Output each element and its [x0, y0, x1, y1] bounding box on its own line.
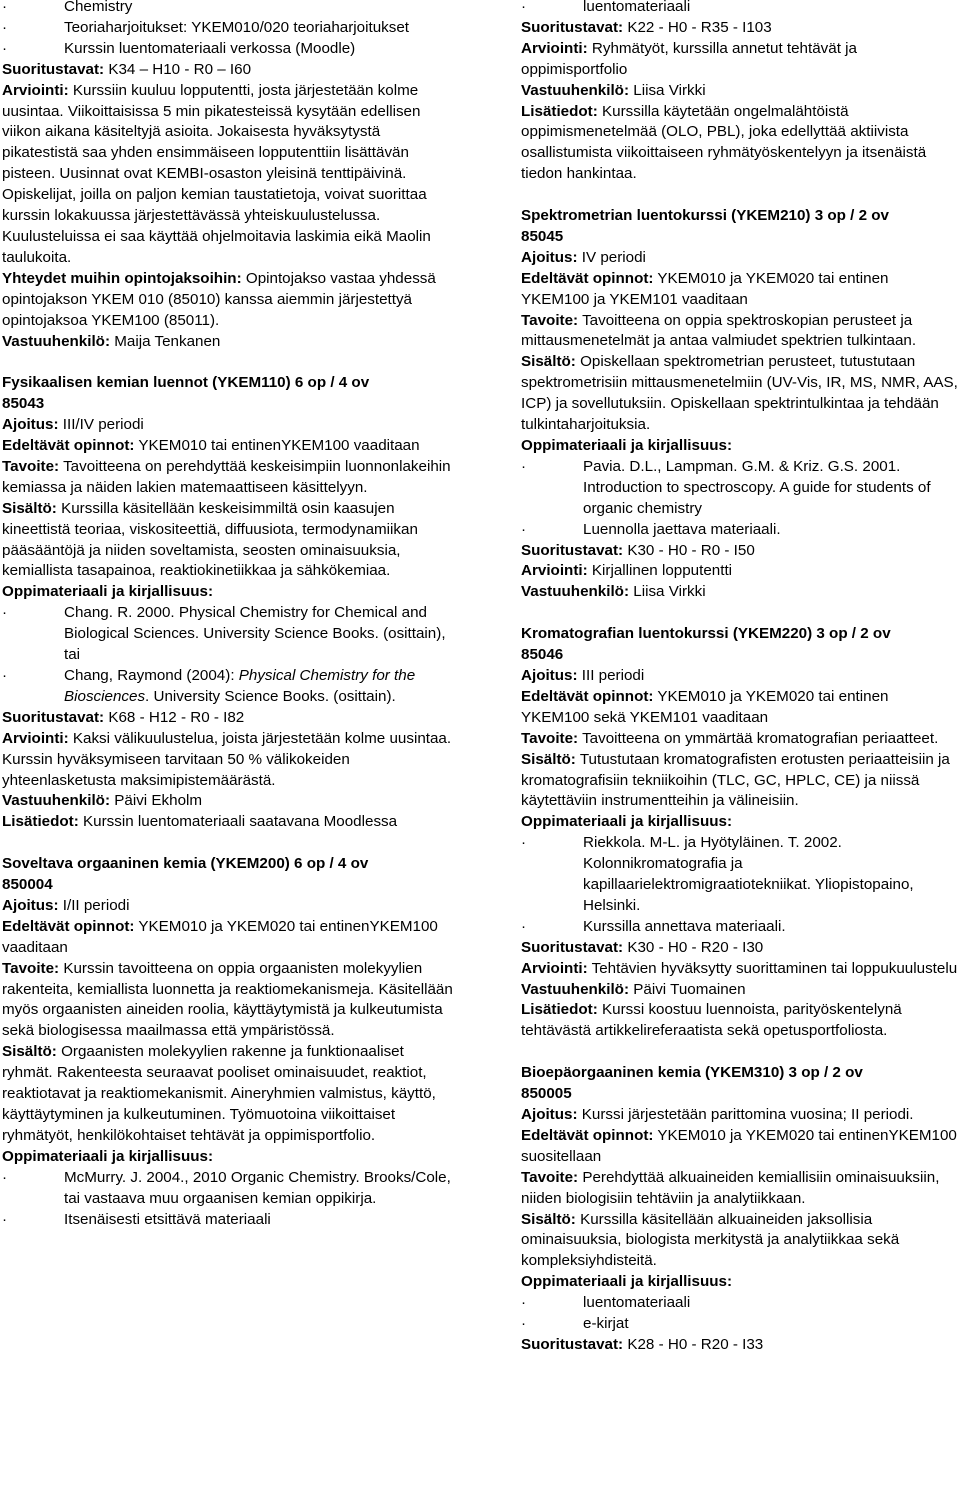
field-value: K28 - H0 - R20 - I33: [627, 1335, 764, 1353]
list-item: [2, 1210, 458, 1231]
field-line: [521, 248, 959, 269]
field-value: K30 - H0 - R20 - I30: [627, 938, 764, 956]
list-item-text: luentomateriaali: [583, 0, 691, 15]
right-column: [521, 0, 959, 1356]
list-item-text: Chemistry: [64, 0, 133, 15]
field-line: [521, 352, 959, 436]
course-title: Kromatografian luentokurssi (YKEM220) 3 op / 2 ov: [521, 625, 891, 643]
field-line: [521, 1272, 959, 1293]
field-label: Tavoite:: [521, 1168, 579, 1186]
field-value: Kirjallinen lopputentti: [591, 562, 733, 580]
field-line: [2, 896, 458, 917]
field-line: [2, 60, 458, 81]
spacer: [521, 603, 959, 624]
course-title: Fysikaalisen kemian luennot (YKEM110) 6 op / 4 ov: [2, 374, 370, 392]
list-item-text: Luennolla jaettava materiaali.: [583, 520, 781, 538]
list-item: [2, 39, 458, 60]
field-label: Ajoitus:: [2, 416, 59, 434]
field-label: Sisältö:: [521, 353, 576, 371]
left-column: [2, 0, 458, 1230]
field-label: Tavoite:: [521, 729, 579, 747]
spacer: [2, 352, 458, 373]
field-label: Vastuuhenkilö:: [2, 332, 111, 350]
list-item: [521, 1293, 959, 1314]
bullet-icon: ·: [2, 39, 8, 57]
list-item: [2, 1168, 458, 1210]
field-line: [521, 1105, 959, 1126]
course-title: Soveltava orgaaninen kemia (YKEM200) 6 op / 4 ov: [2, 855, 369, 873]
bullet-icon: ·: [2, 1168, 8, 1186]
field-value: Liisa Virkki: [633, 583, 706, 601]
list-item: [521, 520, 959, 541]
field-line: [2, 708, 458, 729]
field-label: Vastuuhenkilö:: [521, 81, 630, 99]
field-label: Tavoite:: [2, 959, 60, 977]
book-title: Physical Chemistry for the Biosciences: [64, 666, 416, 705]
field-value: Kurssi järjestetään parittomina vuosina; II periodi.: [581, 1105, 914, 1123]
list-item-text: Pavia. D.L., Lampman. G.M. & Kriz. G.S. 2001. Introduction to spectroscopy. A guide for students of organic chemistry: [583, 457, 931, 517]
field-label: Tavoite:: [521, 311, 579, 329]
field-line: [521, 666, 959, 687]
field-value: K22 - H0 - R35 - I103: [627, 18, 772, 36]
field-value: IV periodi: [581, 248, 646, 266]
field-value: Tavoitteena on perehdyttää keskeisimpiin luonnonlakeihin kemiassa ja näiden lakien matemaattiseen käsittelyyn.: [2, 457, 451, 496]
field-label: Ajoitus:: [521, 666, 578, 684]
field-line: [2, 269, 458, 332]
field-label: Arviointi:: [521, 959, 588, 977]
bullet-icon: ·: [521, 917, 527, 935]
field-value: K34 – H10 - R0 – I60: [108, 60, 252, 78]
list-item: [2, 666, 458, 708]
list-item-text: . University Science Books. (osittain).: [145, 687, 396, 705]
list-item: [521, 0, 959, 18]
field-value: Päivi Tuomainen: [633, 980, 746, 998]
field-label: Oppimateriaali ja kirjallisuus:: [2, 1147, 214, 1165]
field-line: [521, 102, 959, 186]
field-line: [521, 39, 959, 81]
field-value: YKEM010 tai entinenYKEM100 vaaditaan: [138, 437, 420, 455]
course-code: 85043: [2, 395, 45, 413]
course-heading: [521, 1063, 959, 1105]
field-value: Kurssilla käsitellään alkuaineiden jaksollisia ominaisuuksia, biologista merkitystä ja analytiikkaa sekä kompleksiyhdisteitä.: [521, 1210, 900, 1270]
field-label: Edeltävät opinnot:: [521, 687, 654, 705]
list-item: [521, 917, 959, 938]
field-value: YKEM010 ja YKEM020 tai entinenYKEM100 suositellaan: [521, 1126, 957, 1165]
field-line: [521, 959, 959, 980]
list-item-text: Chang, Raymond (2004):: [64, 666, 239, 684]
field-value: III periodi: [581, 666, 645, 684]
field-value: Opintojakso vastaa yhdessä opintojakson YKEM 010 (85010) kanssa aiemmin järjestettyä opintojaksoa YKEM100 (85011).: [2, 269, 436, 329]
field-label: Vastuuhenkilö:: [2, 792, 111, 810]
field-line: [2, 582, 458, 603]
field-value: III/IV periodi: [62, 416, 144, 434]
field-value: K68 - H12 - R0 - I82: [108, 708, 245, 726]
field-line: [2, 791, 458, 812]
field-label: Oppimateriaali ja kirjallisuus:: [521, 1273, 733, 1291]
field-line: [521, 938, 959, 959]
bullet-icon: ·: [521, 1315, 527, 1333]
field-label: Sisältö:: [521, 750, 576, 768]
list-item: [2, 603, 458, 666]
field-label: Edeltävät opinnot:: [521, 1126, 654, 1144]
field-label: Edeltävät opinnot:: [2, 917, 135, 935]
course-heading: [2, 373, 458, 415]
field-value: Kurssiin kuuluu lopputentti, josta järjestetään kolme uusintaa. Viikoittaisissa 5 min pikatesteissä kysytään edellisen viikon aikana käsiteltyjä asioita. Jokaisesta hyväksytystä pikatestistä saa yhden ensimmäiseen lopputenttiin lisättävän pisteen. Uusinnat ovat KEMBI-osaston yleisinä tenttipäivinä. Opiskelijat, joilla on paljon kemian taustatietoja, voivat suorittaa kurssin lokakuussa järjestettävässä yhteiskuulustelussa. Kuulusteluissa ei saa käyttää ohjelmoitavia laskimia eikä Maolin taulukoita.: [2, 81, 431, 266]
list-item-text: Kurssin luentomateriaali verkossa (Moodle): [64, 39, 356, 57]
list-item: [2, 18, 458, 39]
field-value: Ryhmätyöt, kurssilla annetut tehtävät ja oppimisportfolio: [521, 39, 857, 78]
field-line: [521, 1210, 959, 1273]
spacer: [2, 833, 458, 854]
field-line: [2, 812, 458, 833]
spacer: [521, 1042, 959, 1063]
bullet-icon: ·: [2, 0, 8, 15]
spacer: [521, 185, 959, 206]
field-label: Suoritustavat:: [2, 60, 105, 78]
field-line: [2, 81, 458, 269]
list-item: [521, 457, 959, 520]
course-heading: [521, 624, 959, 666]
field-line: [521, 812, 959, 833]
field-label: Sisältö:: [521, 1210, 576, 1228]
field-line: [521, 729, 959, 750]
field-value: Kaksi välikuulustelua, joista järjestetään kolme uusintaa. Kurssin hyväksymiseen tarvitaan 50 % välikokeiden yhteenlasketusta maksimipistemäärästä.: [2, 729, 452, 789]
field-value: Tavoitteena on oppia spektroskopian perusteet ja mittausmenetelmät ja antaa valmiudet spektrien tulkintaan.: [521, 311, 917, 350]
field-value: Maija Tenkanen: [114, 332, 221, 350]
course-code: 85045: [521, 227, 564, 245]
field-value: Opiskellaan spektrometrian perusteet, tutustutaan spektrometrisiin mittausmenetelmiin (UV-Vis, IR, MS, NMR, AAS, ICP) ja sovellutuksiin. Opiskellaan spektrintulkintaa ja tehdään tulkintaharjoituksia.: [521, 353, 958, 434]
list-item: [521, 833, 959, 917]
list-item-text: Chang. R. 2000. Physical Chemistry for Chemical and Biological Sciences. University Science Books. (osittain), tai: [64, 604, 446, 664]
field-label: Lisätiedot:: [2, 813, 79, 831]
field-label: Sisältö:: [2, 1043, 57, 1061]
field-value: Perehdyttää alkuaineiden kemiallisiin ominaisuuksiin, niiden biologisiin tehtäviin ja analytiikkaan.: [521, 1168, 940, 1207]
field-value: I/II periodi: [62, 896, 130, 914]
bullet-icon: ·: [2, 1210, 8, 1228]
field-line: [2, 415, 458, 436]
field-line: [521, 436, 959, 457]
field-value: YKEM010 ja YKEM020 tai entinen YKEM100 sekä YKEM101 vaaditaan: [521, 687, 889, 726]
field-label: Arviointi:: [521, 562, 588, 580]
list-item-text: luentomateriaali: [583, 1294, 691, 1312]
field-line: [2, 457, 458, 499]
field-label: Oppimateriaali ja kirjallisuus:: [2, 583, 214, 601]
field-line: [2, 436, 458, 457]
course-code: 850004: [2, 876, 53, 894]
field-label: Ajoitus:: [2, 896, 59, 914]
field-line: [521, 561, 959, 582]
bullet-icon: ·: [521, 520, 527, 538]
field-line: [521, 541, 959, 562]
field-label: Suoritustavat:: [521, 938, 624, 956]
bullet-icon: ·: [2, 666, 8, 684]
field-line: [2, 332, 458, 353]
field-line: [2, 959, 458, 1043]
field-line: [521, 687, 959, 729]
field-label: Suoritustavat:: [2, 708, 105, 726]
field-value: Kurssilla käsitellään keskeisimmiltä osin kaasujen kineettistä teoriaa, viskositeettiä, diffuusiota, termodynamiikan pääsääntöjä ja niiden soveltamista, seosten ominaisuuksia, kemiallista tasapainoa, reaktiokinetiikkaa ja sähkökemiaa.: [2, 499, 418, 580]
field-value: Tehtävien hyväksytty suorittaminen tai loppukuulustelu: [591, 959, 958, 977]
bullet-icon: ·: [521, 457, 527, 475]
field-line: [521, 750, 959, 813]
field-label: Arviointi:: [2, 729, 69, 747]
field-label: Ajoitus:: [521, 1105, 578, 1123]
field-line: [521, 1168, 959, 1210]
field-label: Tavoite:: [2, 457, 60, 475]
field-line: [521, 311, 959, 353]
course-code: 85046: [521, 646, 564, 664]
field-label: Yhteydet muihin opintojaksoihin:: [2, 269, 242, 287]
field-line: [521, 980, 959, 1001]
field-value: Liisa Virkki: [633, 81, 706, 99]
list-item-text: Riekkola. M-L. ja Hyötyläinen. T. 2002. Kolonnikromatografia ja kapillaarielektromigraatiotekniikat. Yliopistopaino, Helsinki.: [583, 834, 914, 914]
field-value: K30 - H0 - R0 - I50: [627, 541, 755, 559]
list-item-text: Kurssilla annettava materiaali.: [583, 917, 786, 935]
field-label: Lisätiedot:: [521, 1001, 598, 1019]
field-label: Arviointi:: [2, 81, 69, 99]
field-label: Suoritustavat:: [521, 541, 624, 559]
field-line: [521, 18, 959, 39]
field-line: [2, 917, 458, 959]
list-item-text: Teoriaharjoitukset: YKEM010/020 teoriaharjoitukset: [64, 18, 410, 36]
list-item-text: McMurry. J. 2004., 2010 Organic Chemistry. Brooks/Cole, tai vastaava muu orgaanisen kemian oppikirja.: [64, 1168, 451, 1207]
list-item: [2, 0, 458, 18]
field-label: Suoritustavat:: [521, 18, 624, 36]
field-label: Ajoitus:: [521, 248, 578, 266]
course-title: Bioepäorgaaninen kemia (YKEM310) 3 op / 2 ov: [521, 1064, 863, 1082]
field-value: Kurssin tavoitteena on oppia orgaanisten molekyylien rakenteita, kemiallista luonnetta ja reaktiomekanismeja. Käsitellään myös orgaanisten aineiden roolia, käyttäytymistä ja kulkeutumista sekä biologisessa maailmassa että ympäristössä.: [2, 959, 453, 1040]
field-label: Vastuuhenkilö:: [521, 980, 630, 998]
field-line: [521, 1335, 959, 1356]
field-label: Oppimateriaali ja kirjallisuus:: [521, 813, 733, 831]
field-label: Sisältö:: [2, 499, 57, 517]
field-line: [521, 1000, 959, 1042]
list-item-text: Itsenäisesti etsittävä materiaali: [64, 1210, 271, 1228]
field-value: Päivi Ekholm: [114, 792, 203, 810]
course-title: Spektrometrian luentokurssi (YKEM210) 3 op / 2 ov: [521, 207, 889, 225]
field-line: [521, 269, 959, 311]
field-line: [2, 1147, 458, 1168]
field-line: [521, 1126, 959, 1168]
field-value: Orgaanisten molekyylien rakenne ja funktionaaliset ryhmät. Rakenteesta seuraavat pooliset ominaisuudet, reaktiot, reaktiotavat ja reaktiomekanismit. Aineryhmien valmistus, käyttö, käyttäytyminen ja kulkeutuminen. Työmuotoina viikoittaiset ryhmätyöt, henkilökohtaiset tehtävät ja oppimisportfolio.: [2, 1043, 436, 1144]
field-line: [2, 499, 458, 583]
field-label: Lisätiedot:: [521, 102, 598, 120]
field-label: Arviointi:: [521, 39, 588, 57]
bullet-icon: ·: [521, 834, 527, 852]
field-value: YKEM010 ja YKEM020 tai entinen YKEM100 ja YKEM101 vaaditaan: [521, 269, 889, 308]
course-heading: [521, 206, 959, 248]
field-value: Tutustutaan kromatografisten erotusten periaatteisiin ja kromatografisiin tekniikoihin (TLC, GC, HPLC, CE) ja niissä käytettäviin instrumentteihin ja välineisiin.: [521, 750, 950, 810]
field-value: Tavoitteena on ymmärtää kromatografian periaatteet.: [582, 729, 939, 747]
list-item-text: e-kirjat: [583, 1315, 629, 1333]
bullet-icon: ·: [521, 1294, 527, 1312]
bullet-icon: ·: [521, 0, 527, 15]
field-label: Edeltävät opinnot:: [2, 437, 135, 455]
field-label: Suoritustavat:: [521, 1335, 624, 1353]
field-line: [521, 582, 959, 603]
field-value: Kurssi koostuu luennoista, parityöskentelynä tehtävästä artikkelireferaatista sekä opetusportfoliosta.: [521, 1001, 902, 1040]
field-value: Kurssin luentomateriaali saatavana Moodlessa: [83, 813, 398, 831]
bullet-icon: ·: [2, 18, 8, 36]
bullet-icon: ·: [2, 604, 8, 622]
list-item: [521, 1314, 959, 1335]
field-line: [2, 729, 458, 792]
field-value: Kurssilla käytetään ongelmalähtöistä oppimismenetelmää (OLO, PBL), joka edellyttää aktiivista osallistumista viikoittaiseen ryhmätyöskentelyyn ja itsenäistä tiedon hankintaa.: [521, 102, 927, 183]
field-label: Edeltävät opinnot:: [521, 269, 654, 287]
field-label: Oppimateriaali ja kirjallisuus:: [521, 437, 733, 455]
course-code: 850005: [521, 1085, 572, 1103]
field-line: [521, 81, 959, 102]
field-value: YKEM010 ja YKEM020 tai entinenYKEM100 vaaditaan: [2, 917, 438, 956]
course-heading: [2, 854, 458, 896]
field-label: Vastuuhenkilö:: [521, 583, 630, 601]
field-line: [2, 1042, 458, 1147]
